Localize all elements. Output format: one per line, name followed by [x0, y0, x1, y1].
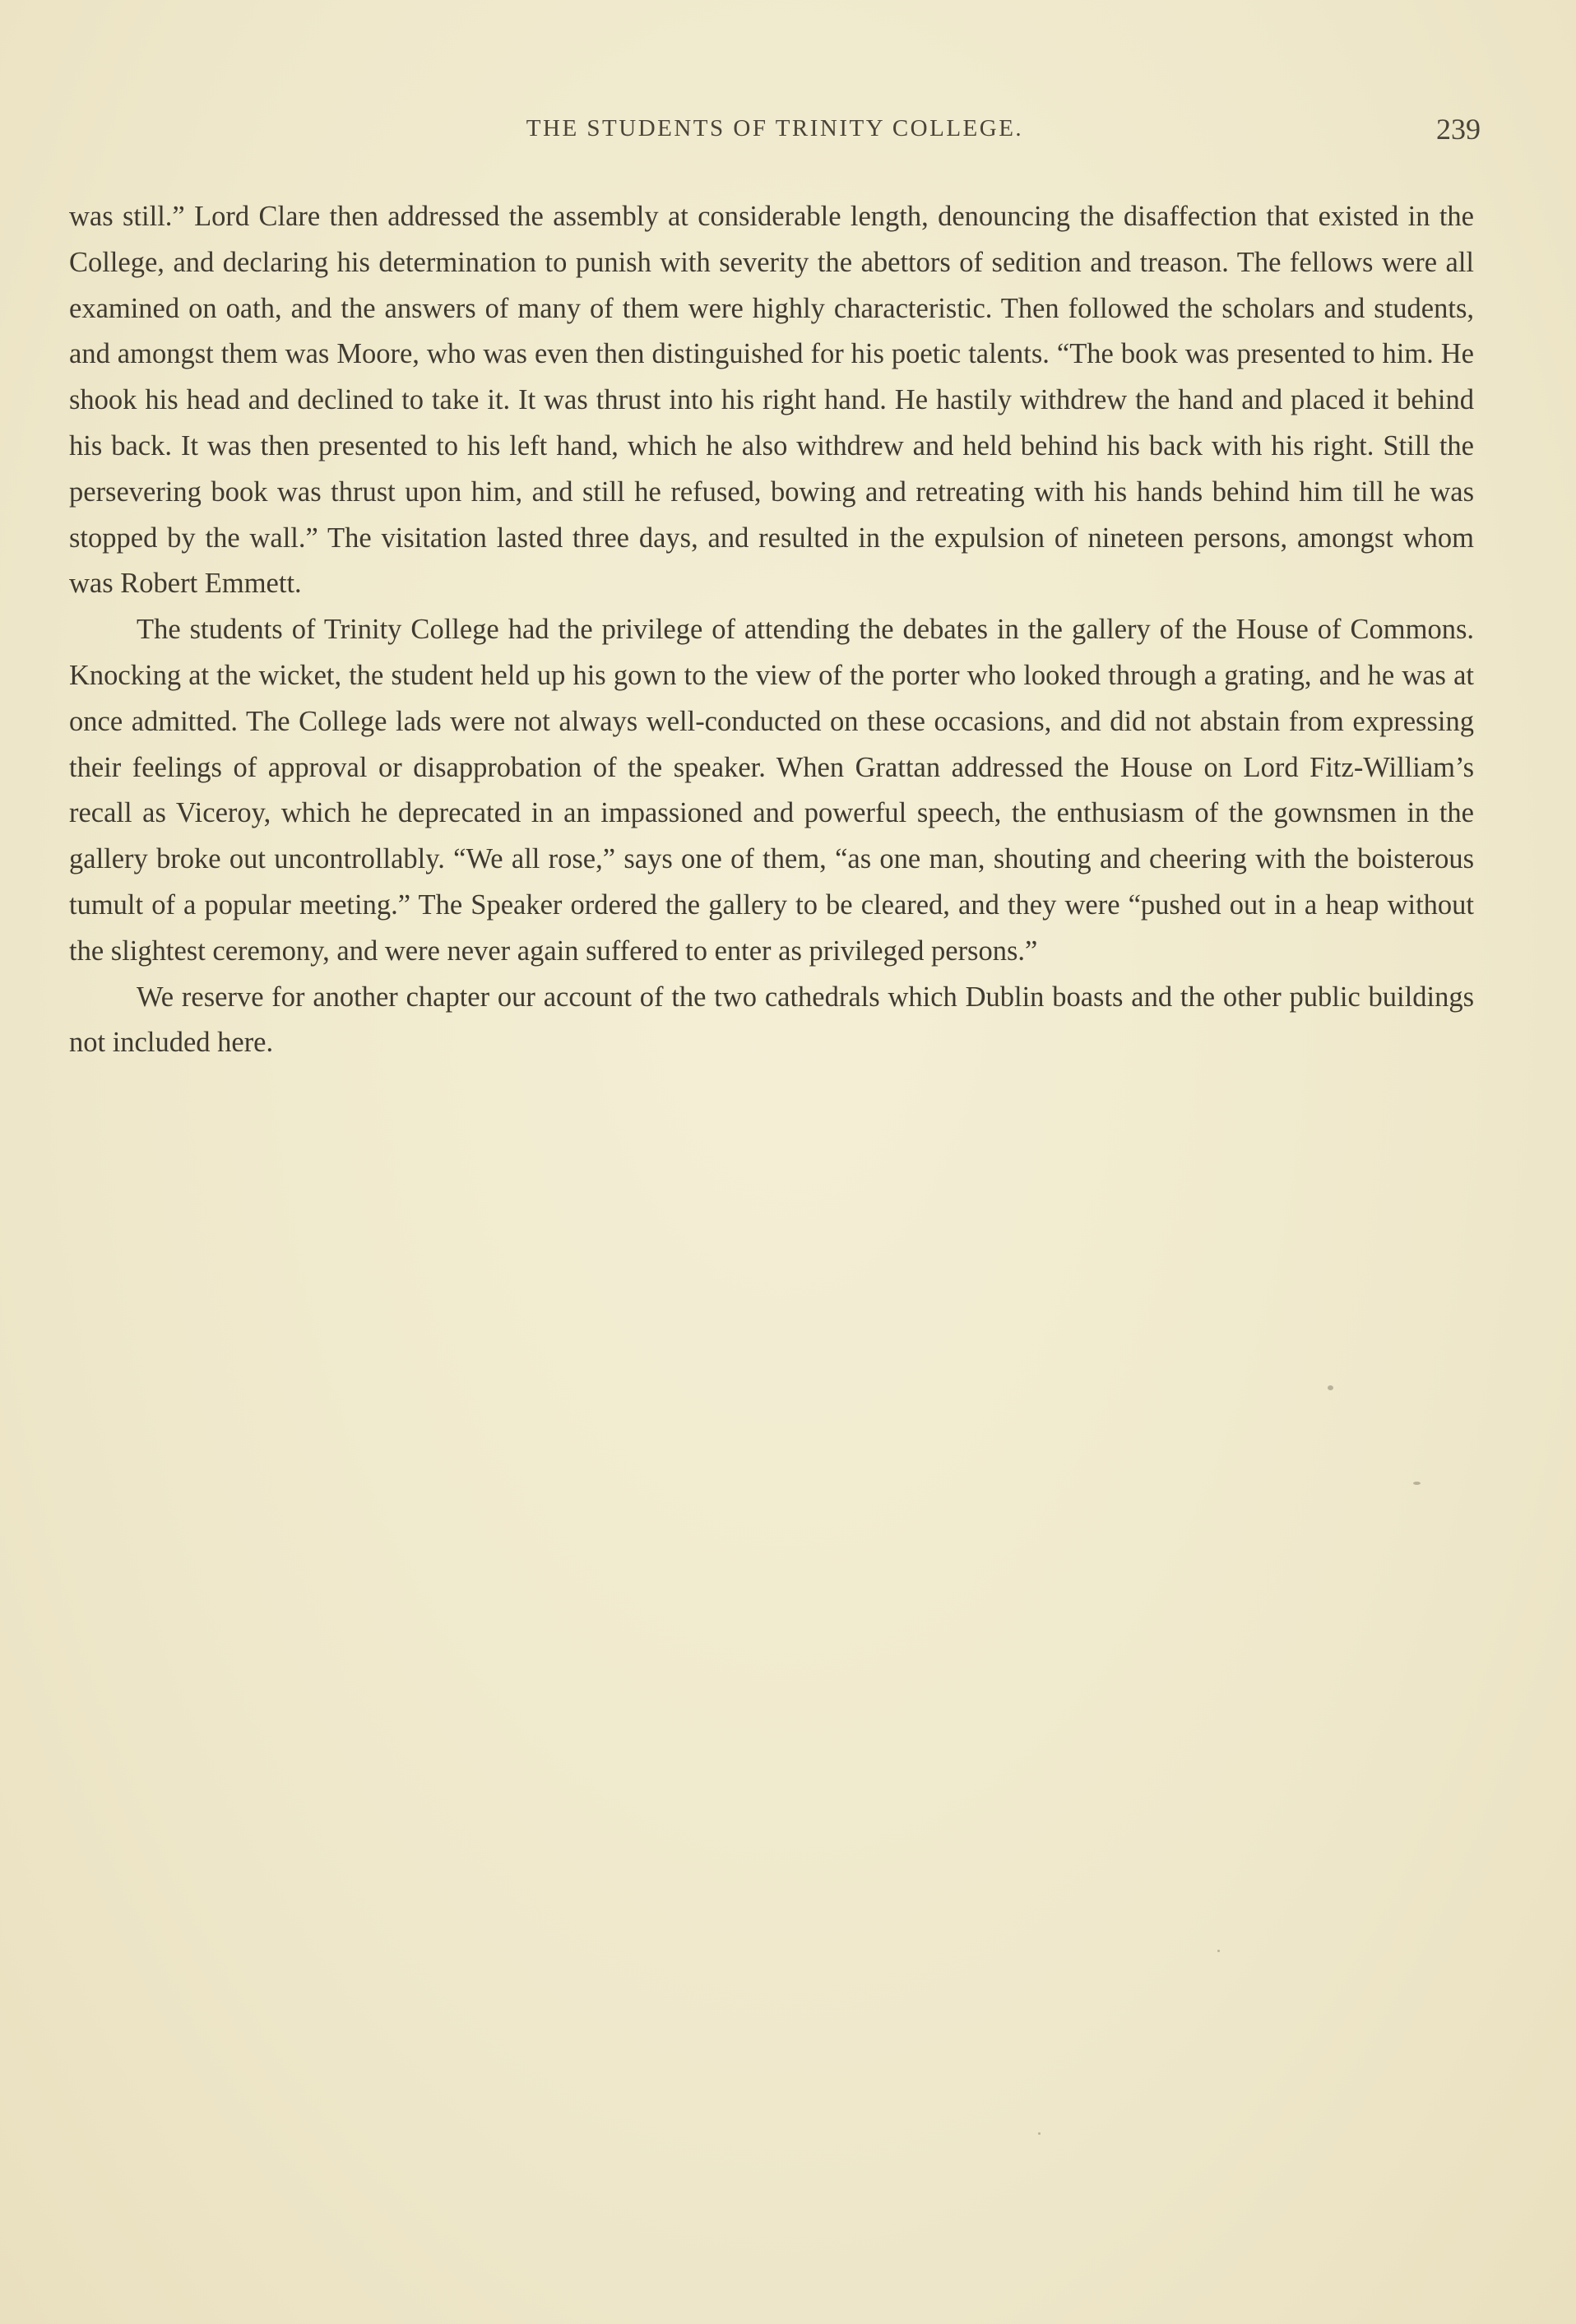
running-title: THE STUDENTS OF TRINITY COLLEGE. [526, 115, 1024, 141]
paper-speck [1413, 1482, 1421, 1485]
paper-speck [1328, 1385, 1333, 1390]
paper-speck [1217, 1950, 1220, 1952]
paragraph-2: The students of Trinity College had the privilege of attending the debates in the gallery of the House of Commons. Knocking at the wicket, the student held up his gown to the view of the porter who looked through a grating, and he was at once admitted. The College lads were not always well-conducted on these occasions, and did not abstain from expressing their feelings of approval or disapprobation of the speaker. When Grattan addressed the House on Lord Fitz-William’s recall as Viceroy, which he deprecated in an impassioned and powerful speech, the enthusiasm of the gownsmen in the gallery broke out uncontrollably. “We all rose,” says one of them, “as one man, shouting and cheering with the boisterous tumult of a popular meeting.” The Speaker ordered the gallery to be cleared, and they were “pushed out in a heap without the slightest ceremony, and were never again suffered to enter as privileged persons.” [69, 614, 1474, 967]
body-text [69, 194, 1474, 1066]
paragraph-1: was still.” Lord Clare then addressed the assembly at considerable length, denouncing the disaffection that existed in the College, and declaring his determination to punish with severity the abettors of sedition and treason. The fellows were all examined on oath, and the answers of many of them were highly characteristic. Then followed the scholars and students, and amongst them was Moore, who was even then distinguished for his poetic talents. “The book was presented to him. He shook his head and declined to take it. It was thrust into his right hand. He hastily withdrew the hand and placed it behind his back. It was then presented to his left hand, which he also withdrew and held behind his back with his right. Still the persevering book was thrust upon him, and still he refused, bowing and retreating with his hands behind him till he was stopped by the wall.” The visitation lasted three days, and resulted in the expulsion of nineteen persons, amongst whom was Robert Emmett. [69, 201, 1474, 600]
paper-speck [1038, 2132, 1041, 2135]
page-number: 239 [1436, 113, 1481, 146]
running-head [69, 115, 1481, 151]
paragraph-3: We reserve for another chapter our account of the two cathedrals which Dublin boasts and the other public buildings not included here. [69, 981, 1474, 1059]
